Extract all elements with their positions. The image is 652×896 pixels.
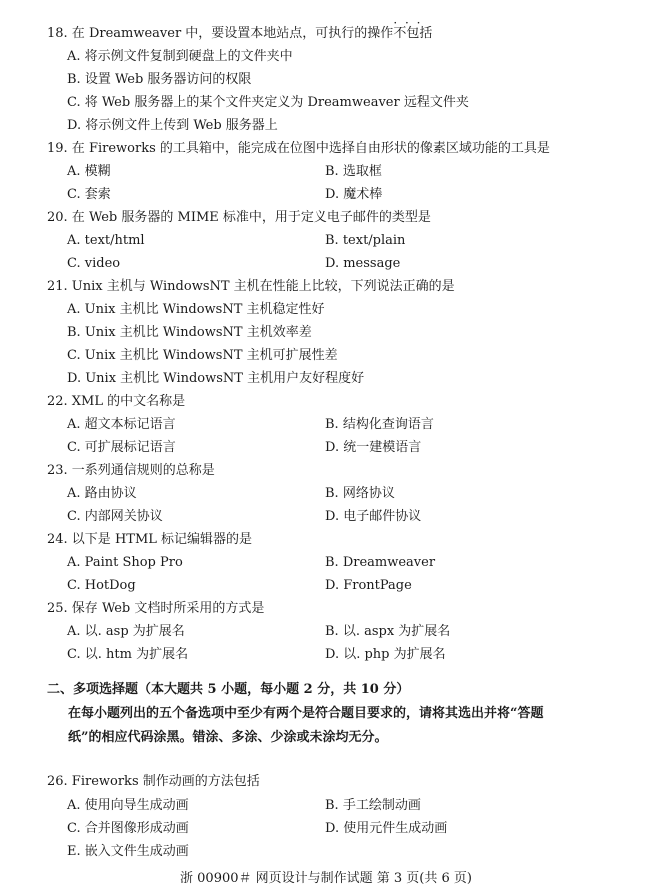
question-24-option-b: B. Dreamweaver <box>325 555 436 570</box>
question-25-stem: 25. 保存 Web 文档时所采用的方式是 <box>47 601 265 616</box>
question-24-option-a: A. Paint Shop Pro <box>67 555 183 570</box>
question-21-option-c: C. Unix 主机比 WindowsNT 主机可扩展性差 <box>67 348 338 363</box>
section-2-instruction-line-2: 纸”的相应代码涂黑。错涂、多涂、少涂或未涂均无分。 <box>68 730 388 745</box>
question-26-option-e: E. 嵌入文件生成动画 <box>67 844 189 859</box>
question-18-option-d: D. 将示例文件上传到 Web 服务器上 <box>67 118 278 133</box>
page-footer: 浙 00900＃ 网页设计与制作试题 第 3 页(共 6 页) <box>180 871 472 886</box>
question-21-option-a: A. Unix 主机比 WindowsNT 主机稳定性好 <box>67 302 325 317</box>
question-22-stem: 22. XML 的中文名称是 <box>47 394 186 409</box>
question-19-stem: 19. 在 Fireworks 的工具箱中，能完成在位图中选择自由形状的像素区域功能的工具是 <box>47 141 550 156</box>
question-23-option-d: D. 电子邮件协议 <box>325 509 422 524</box>
question-18-stem <box>47 25 432 43</box>
question-23-option-b: B. 网络协议 <box>325 486 395 501</box>
question-25-option-a: A. 以. asp 为扩展名 <box>67 624 185 639</box>
question-19-option-b: B. 选取框 <box>325 164 382 179</box>
question-18-option-b: B. 设置 Web 服务器访问的权限 <box>67 72 252 87</box>
question-18-stem-text: 18. 在 Dreamweaver 中，要设置本地站点，可执行的操作 <box>47 26 394 41</box>
question-21-stem: 21. Unix 主机与 WindowsNT 主机在性能上比较，下列说法正确的是 <box>47 279 455 294</box>
question-26-option-d: D. 使用元件生成动画 <box>325 821 448 836</box>
question-19-option-d: D. 魔术棒 <box>325 187 383 202</box>
question-20-stem: 20. 在 Web 服务器的 MIME 标准中，用于定义电子邮件的类型是 <box>47 210 431 225</box>
question-23-option-c: C. 内部网关协议 <box>67 509 163 524</box>
section-2-instruction-line-1: 在每小题列出的五个备选项中至少有两个是符合题目要求的，请将其选出并将“答题 <box>68 706 544 721</box>
question-26-option-a: A. 使用向导生成动画 <box>67 798 189 813</box>
question-22-option-d: D. 统一建模语言 <box>325 440 422 455</box>
emphasis-not-included: 不包括 · · · <box>393 26 432 41</box>
question-24-option-d: D. FrontPage <box>325 578 412 593</box>
question-20-option-c: C. video <box>67 256 121 271</box>
question-21-option-d: D. Unix 主机比 WindowsNT 主机用户友好程度好 <box>67 371 365 386</box>
question-20-option-b: B. text/plain <box>325 233 406 248</box>
question-22-option-b: B. 结构化查询语言 <box>325 417 434 432</box>
question-21-option-b: B. Unix 主机比 WindowsNT 主机效率差 <box>67 325 312 340</box>
question-24-stem: 24. 以下是 HTML 标记编辑器的是 <box>47 532 253 547</box>
question-23-option-a: A. 路由协议 <box>67 486 137 501</box>
question-25-option-b: B. 以. aspx 为扩展名 <box>325 624 451 639</box>
question-25-option-d: D. 以. php 为扩展名 <box>325 647 446 662</box>
question-18-option-c: C. 将 Web 服务器上的某个文件夹定义为 Dreamweaver 远程文件夹 <box>67 95 469 110</box>
question-22-option-a: A. 超文本标记语言 <box>67 417 176 432</box>
question-26-option-c: C. 合并图像形成动画 <box>67 821 189 836</box>
question-22-option-c: C. 可扩展标记语言 <box>67 440 176 455</box>
question-19-option-c: C. 套索 <box>67 187 111 202</box>
section-2-heading: 二、多项选择题（本大题共 5 小题，每小题 2 分，共 10 分） <box>47 682 410 697</box>
question-26-option-b: B. 手工绘制动画 <box>325 798 421 813</box>
question-23-stem: 23. 一系列通信规则的总称是 <box>47 463 215 478</box>
question-25-option-c: C. 以. htm 为扩展名 <box>67 647 189 662</box>
question-20-option-a: A. text/html <box>67 233 145 248</box>
question-19-option-a: A. 模糊 <box>67 164 111 179</box>
question-20-option-d: D. message <box>325 256 401 271</box>
question-24-option-c: C. HotDog <box>67 578 136 593</box>
question-26-stem: 26. Fireworks 制作动画的方法包括 <box>47 774 260 789</box>
question-18-option-a: A. 将示例文件复制到硬盘上的文件夹中 <box>67 49 293 64</box>
